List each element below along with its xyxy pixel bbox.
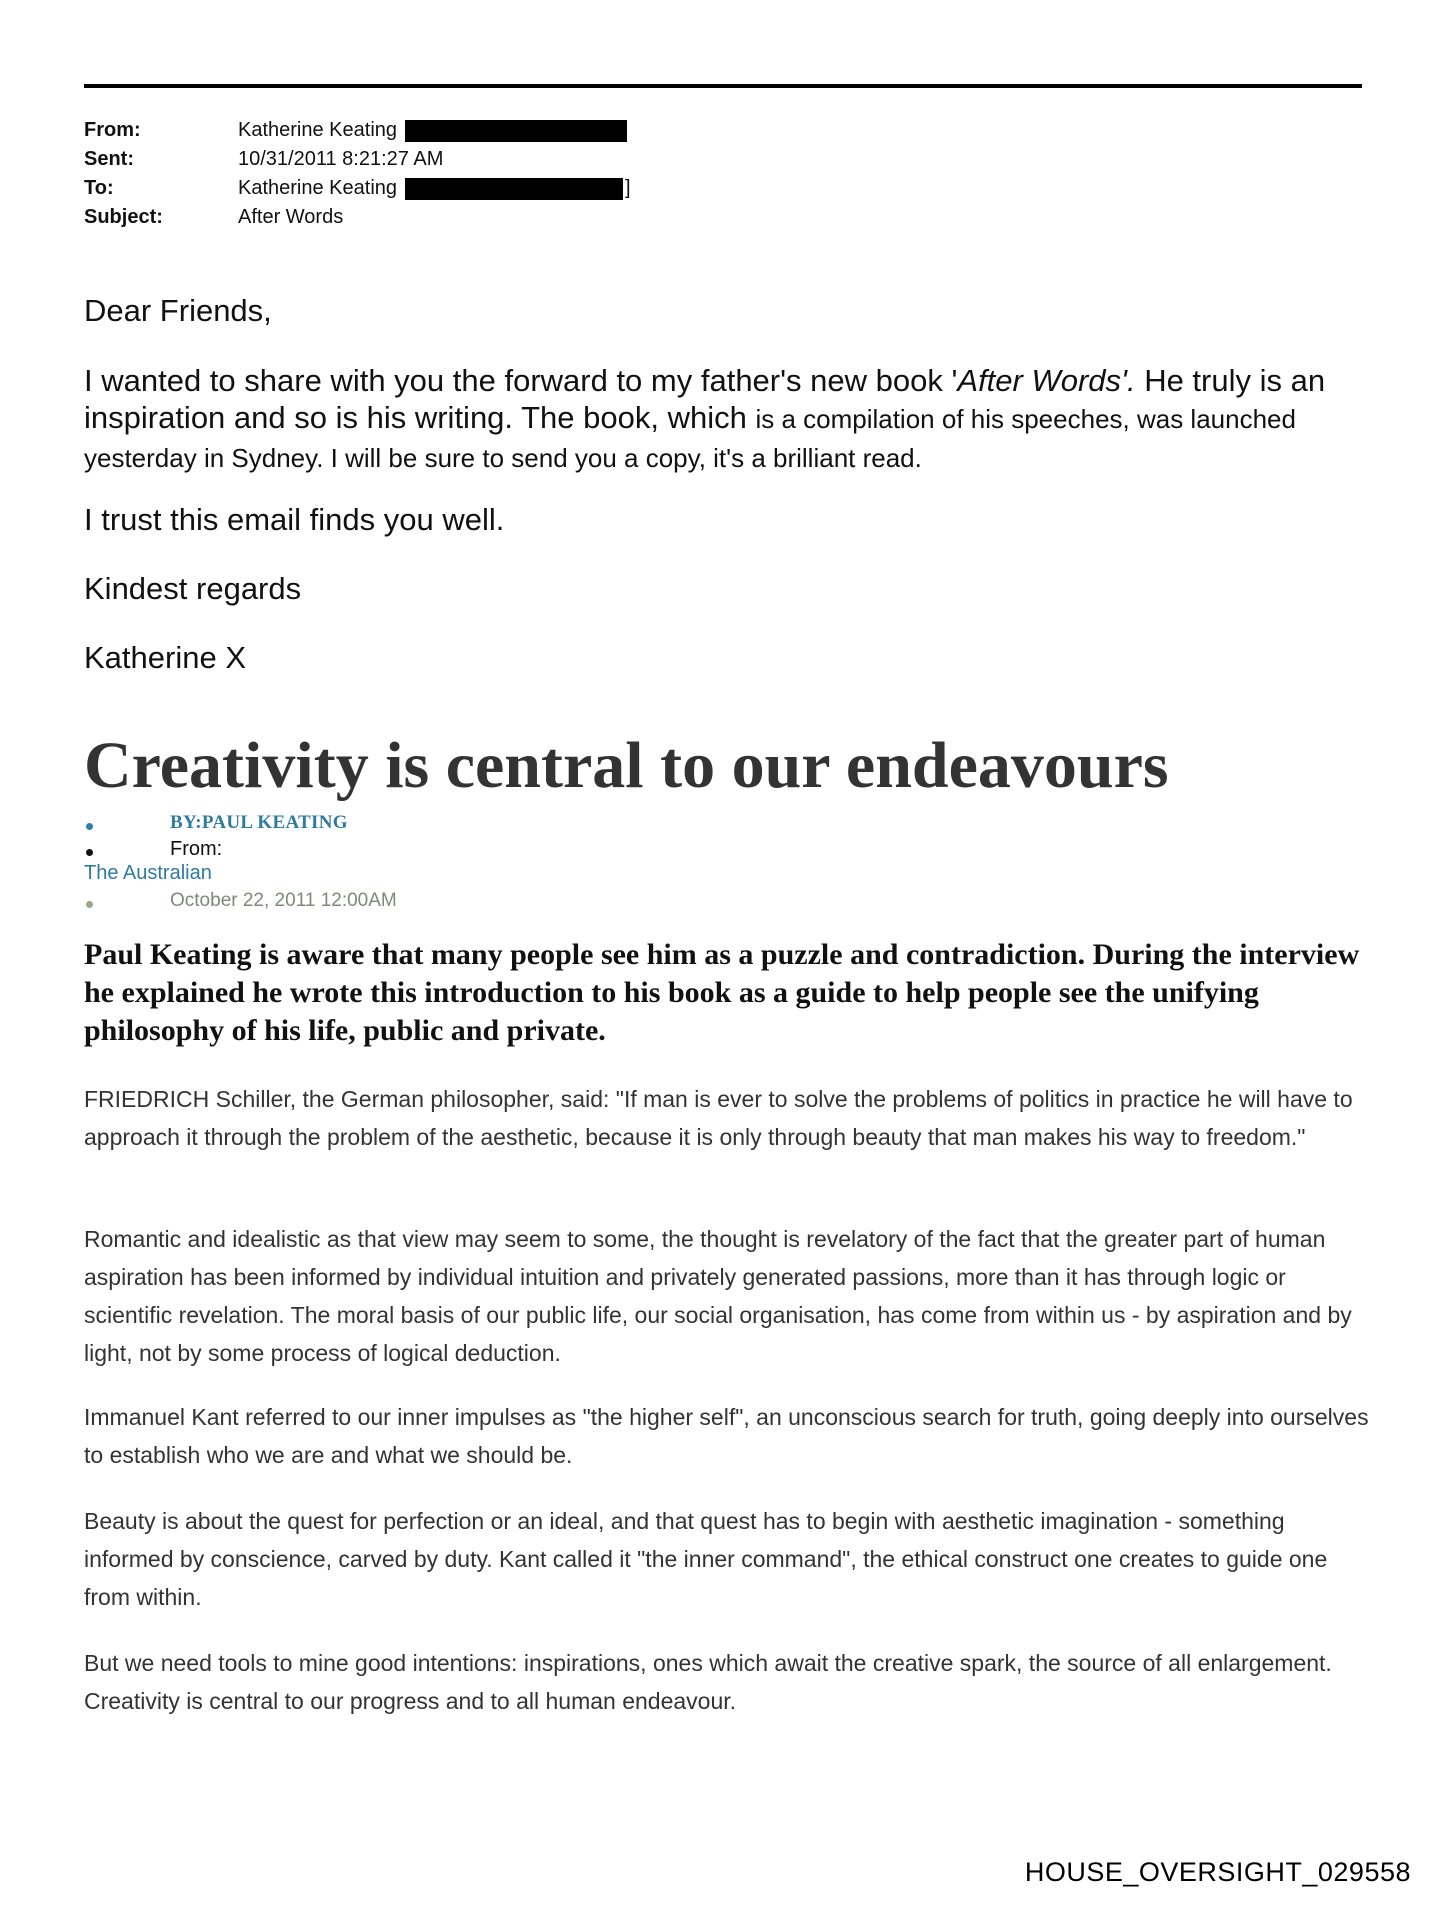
article-paragraph: Beauty is about the quest for perfection or an ideal, and that quest has to begin with aesthetic imagination - something informed by conscience, carved by duty. Kant called it "the inner command", the ethical construct one creates to guide one from within.	[84, 1508, 1328, 1610]
book-title: After Words'.	[957, 363, 1136, 398]
redaction-box	[405, 178, 623, 200]
article-paragraph: FRIEDRICH Schiller, the German philosopher, said: "If man is ever to solve the problems of politics in practice he will have to approach it through the problem of the aesthetic, because it is only through beauty that man makes his way to freedom."	[84, 1086, 1353, 1150]
article-paragraph: Immanuel Kant referred to our inner impulses as "the higher self", an unconscious search for truth, going deeply into ourselves to establish who we are and what we should be.	[84, 1404, 1369, 1468]
source-label: From:	[170, 838, 223, 860]
bullet-icon	[86, 901, 93, 908]
bullet-icon	[86, 823, 93, 830]
sent-label: Sent:	[84, 148, 134, 170]
trust-line: I trust this email finds you well.	[84, 502, 505, 537]
bates-number: HOUSE_OVERSIGHT_029558	[1024, 1857, 1411, 1887]
greeting: Dear Friends,	[84, 293, 272, 328]
article-paragraph: But we need tools to mine good intentions: inspirations, ones which await the creative spark, the source of all enlargement. Creativity is central to our progress and to all human endeavour.	[84, 1650, 1332, 1714]
from-label: From:	[84, 119, 141, 141]
from-value: Katherine Keating	[238, 119, 398, 141]
article-date: October 22, 2011 12:00AM	[170, 890, 397, 911]
subject-value: After Words	[238, 206, 344, 228]
subject-label: Subject:	[84, 206, 163, 228]
article-lede: Paul Keating is aware that many people see him as a puzzle and contradiction. During the interview he explained he wrote this introduction to his book as a guide to help people see the unifying philosophy of his life, public and private.	[84, 938, 1360, 1047]
sent-row	[84, 145, 631, 174]
sent-value: 10/31/2011 8:21:27 AM	[238, 148, 444, 170]
to-row	[84, 174, 631, 203]
subject-row	[84, 203, 631, 232]
bullet-icon	[86, 849, 93, 856]
email-header	[84, 116, 631, 232]
article-headline: Creativity is central to our endeavours	[84, 729, 1169, 802]
signature: Katherine X	[84, 640, 246, 675]
message-paragraph: I wanted to share with you the forward to my father's new book 'After Words'. He truly is an inspiration and so is his writing. The book, which is a compilation of his speeches, was launched yesterday in Sydney. I will be sure to send you a copy, it's a brilliant read.	[84, 363, 1326, 473]
header-rule	[84, 84, 1362, 88]
publication-link[interactable]: The Australian	[84, 862, 212, 884]
article-paragraph: Romantic and idealistic as that view may seem to some, the thought is revelatory of the fact that the greater part of human aspiration has been informed by individual intuition and privately generated passions, more than it has through logic or scientific revelation. The moral basis of our public life, our social organisation, has come from within us - by aspiration and by light, not by some process of logical deduction.	[84, 1226, 1352, 1366]
redaction-box	[405, 120, 627, 142]
from-row	[84, 116, 631, 145]
to-suffix: ]	[625, 177, 631, 199]
byline: BY:PAUL KEATING	[170, 812, 348, 833]
to-label: To:	[84, 177, 114, 199]
to-value: Katherine Keating	[238, 177, 398, 199]
closing: Kindest regards	[84, 571, 302, 606]
